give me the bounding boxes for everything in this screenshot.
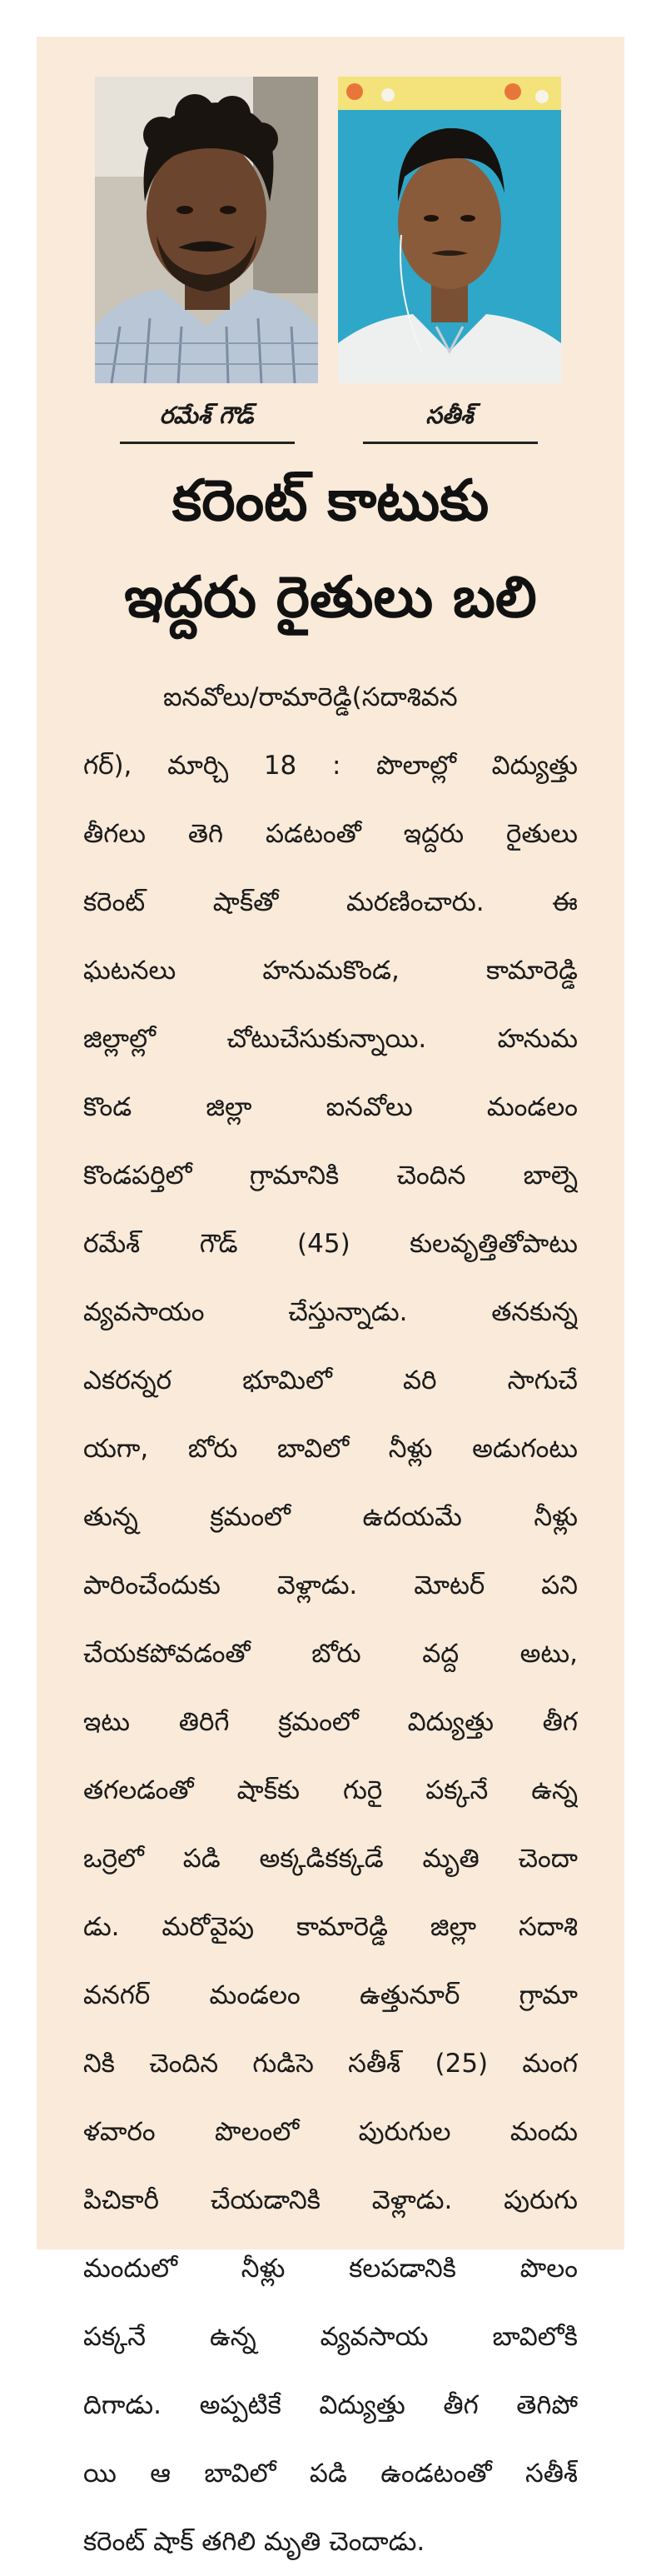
caption-underline	[363, 442, 538, 444]
article-line: పిచికారీ చేయడానికి వెళ్లాడు. పురుగు	[83, 2185, 578, 2215]
article-line: ఎకరన్నర భూమిలో వరి సాగుచే	[83, 1365, 578, 1395]
article-body	[83, 663, 578, 2576]
article-line: యగా, బోరు బావిలో నీళ్లు అడుగంటు	[83, 1434, 578, 1464]
article-line: రమేశ్‌ గౌడ్‌ (45) కులవృత్తితోపాటు	[83, 1229, 578, 1259]
headline-line-2: ఇద్దరు రైతులు బలి	[124, 565, 537, 631]
article-line: పక్కనే ఉన్న వ్యవసాయ బావిలోకి	[83, 2322, 578, 2352]
article-line: దిగాడు. అప్పటికే విద్యుత్తు తీగ తెగిపో	[83, 2390, 578, 2420]
article-line: ఇటు తిరిగే క్రమంలో విద్యుత్తు తీగ	[83, 1707, 578, 1737]
headline-line-1: కరెంట్‌ కాటుకు	[171, 468, 490, 534]
article-line: కొండపర్తిలో గ్రామానికి చెందిన బాల్నె	[83, 1161, 578, 1191]
article-line: కొండ జిల్లా ఐనవోలు మండలం	[83, 1092, 578, 1122]
photo-satish	[338, 77, 561, 383]
photo-ramesh-goud	[95, 77, 318, 383]
article-line: వ్యవసాయం చేస్తున్నాడు. తనకున్న	[83, 1297, 578, 1327]
article-line: గర్‌), మార్చి 18 : పొలాల్లో విద్యుత్తు	[83, 751, 578, 781]
article-line: కరెంట్‌ షాక్‌ తగిలి మృతి చెందాడు.	[83, 2527, 425, 2557]
article-line: ఒర్రెలో పడి అక్కడికక్కడే మృతి చెందా	[83, 1844, 578, 1874]
caption-underline	[120, 442, 295, 444]
article-line: తగలడంతో షాక్‌కు గురై పక్కనే ఉన్న	[83, 1775, 578, 1805]
article-line: ఐనవోలు/రామారెడ్డి(సదాశివన	[163, 682, 458, 712]
article-line: కరెంట్‌ షాక్‌తో మరణించారు. ఈ	[83, 887, 578, 917]
article-line: తున్న క్రమంలో ఉదయమే నీళ్లు	[83, 1502, 578, 1532]
article-line: నికి చెందిన గుడిసె సతీశ్‌ (25) మంగ	[83, 2049, 578, 2079]
article-line: డు. మరోవైపు కామారెడ్డి జిల్లా సదాశి	[83, 1912, 578, 1942]
article-line: మందులో నీళ్లు కలపడానికి పొలం	[83, 2254, 578, 2284]
article-line: ఘటనలు హనుమకొండ, కామారెడ్డి	[83, 956, 578, 986]
caption-left: రమేశ్‌ గౌడ్‌	[159, 402, 254, 429]
article-line: ళవారం పొలంలో పురుగుల మందు	[83, 2117, 578, 2147]
article-line: జిల్లాల్లో చోటుచేసుకున్నాయి. హనుమ	[83, 1024, 578, 1054]
article-line: పారించేందుకు వెళ్లాడు. మోటర్‌ పని	[83, 1570, 578, 1600]
article-line: తీగలు తెగి పడటంతో ఇద్దరు రైతులు	[83, 819, 578, 849]
article-line: చేయకపోవడంతో బోరు వద్ద అటు,	[83, 1639, 578, 1669]
portrait-man-icon	[95, 77, 318, 383]
portrait-young-man-icon	[338, 77, 561, 383]
article-line: యి ఆ బావిలో పడి ఉండటంతో సతీశ్‌	[83, 2459, 578, 2489]
news-clipping	[37, 37, 624, 2557]
article-line: వనగర్‌ మండలం ఉత్తునూర్‌ గ్రామా	[83, 1980, 578, 2010]
caption-right: సతీశ్‌	[425, 402, 474, 429]
